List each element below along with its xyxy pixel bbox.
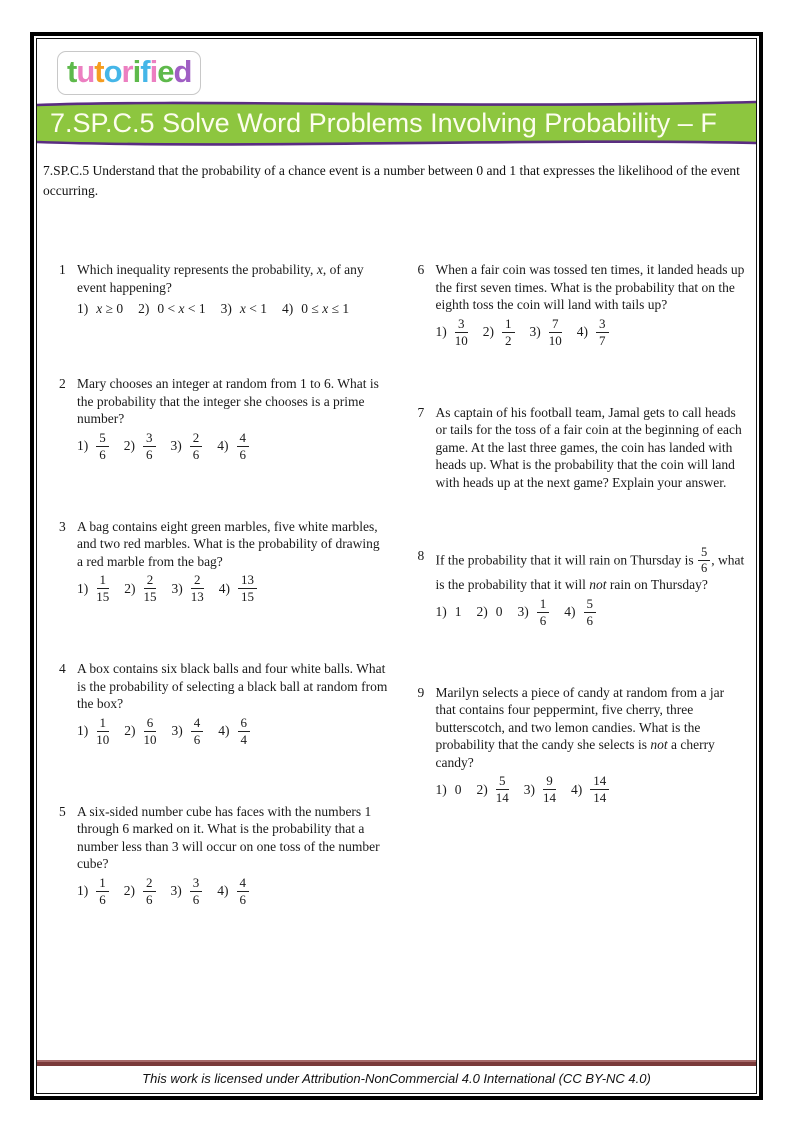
fraction-numerator: 3 xyxy=(143,431,156,447)
problem-text xyxy=(77,660,388,713)
fraction-numerator: 4 xyxy=(237,431,250,447)
answer-choices xyxy=(77,299,388,319)
fraction-numerator: 1 xyxy=(97,573,110,589)
problem-number: 8 xyxy=(417,548,425,563)
answer-choice xyxy=(77,876,109,907)
answer-choice xyxy=(483,317,515,348)
license-text: This work is licensed under Attribution-NonCommercial 4.0 International (CC BY-NC 4.0) xyxy=(142,1071,651,1086)
choice-label: 1) xyxy=(77,438,89,454)
choice-label: 4) xyxy=(282,301,294,317)
logo-letter: e xyxy=(157,54,174,89)
text-segment: When a fair coin was tossed ten times, it landed heads up the first seven times. What is the probability that on the eighth toss the coin will land with tails up? xyxy=(435,262,745,312)
text-segment: < 1 xyxy=(184,301,206,317)
choice-label: 1) xyxy=(435,604,447,620)
problem-number: 7 xyxy=(417,404,425,420)
fraction-denominator: 6 xyxy=(700,561,708,575)
page-title: 7.SP.C.5 Solve Word Problems Involving Probability – F xyxy=(50,108,717,138)
answer-choices xyxy=(77,431,388,462)
fraction-denominator: 6 xyxy=(192,891,200,907)
fraction-numerator: 6 xyxy=(238,716,251,732)
title-banner xyxy=(37,97,756,149)
answer-choice xyxy=(77,300,123,318)
fraction-numerator: 7 xyxy=(549,317,562,333)
fraction xyxy=(144,573,157,604)
problem-number: 6 xyxy=(417,262,425,277)
choice-label: 3) xyxy=(517,604,529,620)
fraction xyxy=(238,716,251,747)
fraction xyxy=(237,876,250,907)
text-segment: A six-sided number cube has faces with the numbers 1 through 6 marked on it. What is the probability that a number less than 3 will occur on one toss of the number cube? xyxy=(77,803,380,871)
problem-item-9 xyxy=(418,684,747,806)
answer-choice xyxy=(577,317,609,348)
fraction xyxy=(143,431,156,462)
fraction-numerator: 1 xyxy=(537,597,550,613)
fraction-numerator: 3 xyxy=(596,317,609,333)
fraction xyxy=(238,573,257,604)
text-segment: ≤ 1 xyxy=(328,301,350,317)
choice-label: 2) xyxy=(124,723,136,739)
logo-letter: t xyxy=(94,54,104,89)
fraction-numerator: 4 xyxy=(191,716,204,732)
fraction-denominator: 10 xyxy=(143,731,157,747)
fraction-numerator: 3 xyxy=(455,317,468,333)
text-segment: 1 xyxy=(454,604,462,620)
fraction-denominator: 10 xyxy=(548,332,562,348)
problem-number: 2 xyxy=(59,376,66,391)
fraction xyxy=(190,876,203,907)
emphasized-text: x xyxy=(96,301,103,317)
fraction xyxy=(496,774,509,805)
problem-columns xyxy=(43,261,750,963)
emphasized-text: x xyxy=(316,262,323,277)
fraction-numerator: 14 xyxy=(590,774,609,790)
text-segment: 0 ≤ xyxy=(301,301,323,317)
choice-value xyxy=(455,603,462,621)
problem-number: 1 xyxy=(59,262,66,277)
answer-choice xyxy=(436,603,462,621)
choice-value xyxy=(96,300,123,318)
answer-choices xyxy=(436,597,747,628)
problem-text xyxy=(77,803,388,873)
choice-value xyxy=(301,300,349,318)
choice-label: 3) xyxy=(220,301,232,317)
choice-label: 2) xyxy=(476,604,488,620)
answer-choice xyxy=(171,876,203,907)
choice-value xyxy=(240,300,267,318)
fraction-numerator: 5 xyxy=(584,597,597,613)
answer-choice xyxy=(77,573,109,604)
logo-letter: o xyxy=(103,54,122,89)
fraction xyxy=(549,317,562,348)
choice-label: 4) xyxy=(218,723,230,739)
text-segment: A bag contains eight green marbles, five white marbles, and two red marbles. What is the probability of drawing a red marble from the bag? xyxy=(77,518,380,569)
answer-choice xyxy=(436,317,468,348)
answer-choice xyxy=(217,431,249,462)
problem-text xyxy=(436,547,747,594)
fraction xyxy=(96,573,109,604)
answer-choices xyxy=(77,876,388,907)
choice-label: 3) xyxy=(171,723,183,739)
logo-letter: u xyxy=(76,54,95,89)
choice-label: 4) xyxy=(576,324,588,340)
choice-label: 4) xyxy=(217,438,229,454)
fraction-denominator: 7 xyxy=(599,332,606,348)
choice-label: 2) xyxy=(476,781,488,797)
choice-label: 2) xyxy=(123,883,135,899)
problems-column-right xyxy=(418,261,747,963)
problem-text xyxy=(436,404,747,492)
page-footer xyxy=(37,1060,756,1093)
tutorified-logo xyxy=(57,51,201,95)
answer-choices xyxy=(77,716,388,747)
fraction-denominator: 6 xyxy=(239,891,246,907)
choice-label: 1) xyxy=(435,781,447,797)
fraction-numerator: 2 xyxy=(191,573,204,589)
fraction-numerator: 1 xyxy=(502,317,515,333)
fraction-denominator: 10 xyxy=(96,731,110,747)
answer-choice xyxy=(218,716,250,747)
choice-label: 1) xyxy=(77,580,89,596)
choice-label: 4) xyxy=(564,604,576,620)
fraction-denominator: 6 xyxy=(539,612,547,628)
fraction-numerator: 1 xyxy=(96,876,109,892)
answer-choice xyxy=(172,716,204,747)
fraction xyxy=(502,317,515,348)
problem-item-4 xyxy=(59,660,388,747)
answer-choice xyxy=(518,597,550,628)
fraction-numerator: 9 xyxy=(543,774,556,790)
problem-item-2 xyxy=(59,375,388,462)
fraction xyxy=(191,573,204,604)
answer-choice xyxy=(77,431,109,462)
choice-label: 2) xyxy=(124,580,136,596)
logo-letter: f xyxy=(140,54,150,89)
problem-text xyxy=(436,261,747,314)
fraction xyxy=(190,431,203,462)
fraction-numerator: 2 xyxy=(144,573,157,589)
logo-letter: d xyxy=(173,54,192,89)
problem-body xyxy=(77,803,388,907)
problem-body xyxy=(77,375,388,462)
fraction xyxy=(96,431,109,462)
text-segment: A box contains six black balls and four white balls. What is the probability of selecting a black ball at random from the box? xyxy=(77,661,388,711)
fraction-denominator: 15 xyxy=(96,589,110,604)
text-segment: 0 xyxy=(454,781,462,797)
fraction-denominator: 6 xyxy=(192,446,200,462)
answer-choice xyxy=(124,876,156,907)
problem-item-6 xyxy=(418,261,747,348)
fraction-denominator: 6 xyxy=(99,446,106,462)
fraction xyxy=(584,597,597,628)
fraction-denominator: 6 xyxy=(239,446,246,462)
answer-choice xyxy=(172,573,204,604)
problem-body xyxy=(436,261,747,348)
problem-body xyxy=(436,684,747,806)
fraction xyxy=(143,876,156,907)
answer-choice xyxy=(217,876,249,907)
fraction-denominator: 14 xyxy=(543,790,556,805)
choice-label: 2) xyxy=(138,301,150,317)
worksheet-page xyxy=(30,32,763,1100)
fraction-denominator: 10 xyxy=(454,332,468,348)
answer-choice xyxy=(571,774,609,805)
problem-number: 3 xyxy=(59,518,66,534)
fraction xyxy=(698,546,710,575)
fraction xyxy=(455,317,468,348)
choice-label: 4) xyxy=(218,580,230,596)
fraction-numerator: 4 xyxy=(237,876,250,892)
emphasized-text: not xyxy=(650,737,668,752)
fraction-denominator: 6 xyxy=(146,446,153,462)
choice-label: 3) xyxy=(523,781,535,797)
choice-label: 4) xyxy=(217,883,229,899)
choice-label: 2) xyxy=(123,438,135,454)
logo-letter: i xyxy=(149,54,158,89)
text-segment: ≥ 0 xyxy=(102,301,124,317)
fraction-denominator: 4 xyxy=(240,731,247,747)
problem-item-8 xyxy=(418,547,747,628)
choice-label: 1) xyxy=(77,301,89,317)
fraction-numerator: 2 xyxy=(143,876,156,892)
fraction-numerator: 13 xyxy=(238,573,257,589)
choice-label: 3) xyxy=(529,324,541,340)
text-segment: < 1 xyxy=(245,301,268,317)
fraction-denominator: 6 xyxy=(99,891,106,907)
answer-choice xyxy=(171,431,203,462)
problem-item-3 xyxy=(59,518,388,605)
answer-choice xyxy=(530,317,562,348)
fraction xyxy=(237,431,250,462)
answer-choices xyxy=(436,317,747,348)
problem-body xyxy=(436,547,747,628)
text-segment: If the probability that it will rain on Thursday is xyxy=(435,552,697,568)
logo-letter: r xyxy=(121,54,133,89)
fraction-denominator: 6 xyxy=(193,731,201,747)
problem-item-7 xyxy=(418,404,747,492)
emphasized-text: not xyxy=(589,577,607,592)
text-segment: 0 xyxy=(495,604,503,620)
fraction-numerator: 6 xyxy=(144,716,157,732)
fraction-denominator: 6 xyxy=(146,891,153,907)
text-segment: As captain of his football team, Jamal gets to call heads or tails for the toss of a fair coin at the beginning of each game. At the last three games, the coin has landed with heads up. What is the probability that the coin will land with heads up at the next game? Explain your answer. xyxy=(435,404,742,490)
choice-label: 4) xyxy=(571,781,583,797)
answer-choice xyxy=(282,300,349,318)
text-segment: Marilyn selects a piece of candy at random from a jar that contains four peppermint, five cherry, three butterscotch, and two lemon candies. What is the probability that the candy she selects is xyxy=(435,684,725,752)
problems-column-left xyxy=(59,261,388,963)
answer-choice xyxy=(138,300,206,318)
fraction-denominator: 14 xyxy=(495,790,509,805)
text-segment: Mary chooses an integer at random from 1 to 6. What is the probability that the integer she chooses is a prime number? xyxy=(77,376,379,426)
answer-choice xyxy=(477,603,503,621)
text-segment: , of any event happening? xyxy=(77,262,364,295)
problem-number: 4 xyxy=(59,661,66,676)
fraction-numerator: 1 xyxy=(97,716,110,732)
problem-text xyxy=(77,375,388,428)
choice-label: 3) xyxy=(171,580,183,596)
fraction xyxy=(537,597,550,628)
problem-text xyxy=(436,684,747,772)
standard-description: 7.SP.C.5 Understand that the probability of a chance event is a number between 0 and 1 that expresses the likelihood of the event occurring. xyxy=(43,163,740,198)
answer-choices xyxy=(77,573,388,604)
emphasized-text: x xyxy=(322,301,329,317)
answer-choice xyxy=(564,597,596,628)
answer-choice xyxy=(77,716,109,747)
fraction-denominator: 14 xyxy=(593,790,607,805)
problem-body xyxy=(436,404,747,492)
logo-letter: i xyxy=(132,54,141,89)
logo-letter: t xyxy=(67,54,77,89)
choice-value xyxy=(157,300,205,318)
text-segment: , what is the probability that it will xyxy=(435,552,745,592)
answer-choice xyxy=(477,774,509,805)
fraction-denominator: 15 xyxy=(143,589,157,604)
choice-label: 3) xyxy=(170,883,182,899)
fraction xyxy=(543,774,556,805)
fraction-numerator: 3 xyxy=(190,876,203,892)
fraction-numerator: 5 xyxy=(96,431,109,447)
text-segment: 0 < xyxy=(157,301,179,317)
page-content xyxy=(36,38,757,1094)
emphasized-text: x xyxy=(239,301,246,317)
answer-choice xyxy=(219,573,257,604)
fraction xyxy=(144,716,157,747)
text-segment: Which inequality represents the probability, xyxy=(77,262,317,277)
answer-choice xyxy=(524,774,556,805)
problem-text xyxy=(77,261,388,296)
answer-choices xyxy=(436,774,747,805)
fraction-numerator: 5 xyxy=(496,774,509,790)
fraction xyxy=(596,317,609,348)
fraction-denominator: 15 xyxy=(241,589,254,604)
choice-label: 1) xyxy=(435,324,447,340)
choice-label: 1) xyxy=(77,723,89,739)
fraction-denominator: 13 xyxy=(190,589,204,604)
answer-choice xyxy=(124,716,156,747)
answer-choice xyxy=(436,781,462,799)
problem-number: 5 xyxy=(59,803,66,819)
fraction xyxy=(96,716,109,747)
problem-body xyxy=(77,261,388,319)
answer-choice xyxy=(221,300,267,318)
fraction-denominator: 6 xyxy=(586,612,593,628)
problem-body xyxy=(77,518,388,605)
problem-item-5 xyxy=(59,803,388,907)
choice-label: 1) xyxy=(77,883,89,899)
fraction-numerator: 5 xyxy=(698,546,710,561)
problem-text xyxy=(77,518,388,571)
fraction-denominator: 2 xyxy=(505,332,512,348)
answer-choice xyxy=(124,573,156,604)
text-segment: rain on Thursday? xyxy=(606,577,708,592)
fraction xyxy=(590,774,609,805)
fraction-numerator: 2 xyxy=(190,431,203,447)
fraction xyxy=(191,716,204,747)
choice-value xyxy=(455,781,462,799)
choice-label: 3) xyxy=(170,438,182,454)
text-segment: a cherry candy? xyxy=(435,737,715,770)
fraction xyxy=(96,876,109,907)
choice-value xyxy=(496,603,503,621)
problem-body xyxy=(77,660,388,747)
problem-item-1 xyxy=(59,261,388,319)
choice-label: 2) xyxy=(482,324,494,340)
emphasized-text: x xyxy=(178,301,185,317)
problem-number: 9 xyxy=(417,684,425,700)
answer-choice xyxy=(124,431,156,462)
